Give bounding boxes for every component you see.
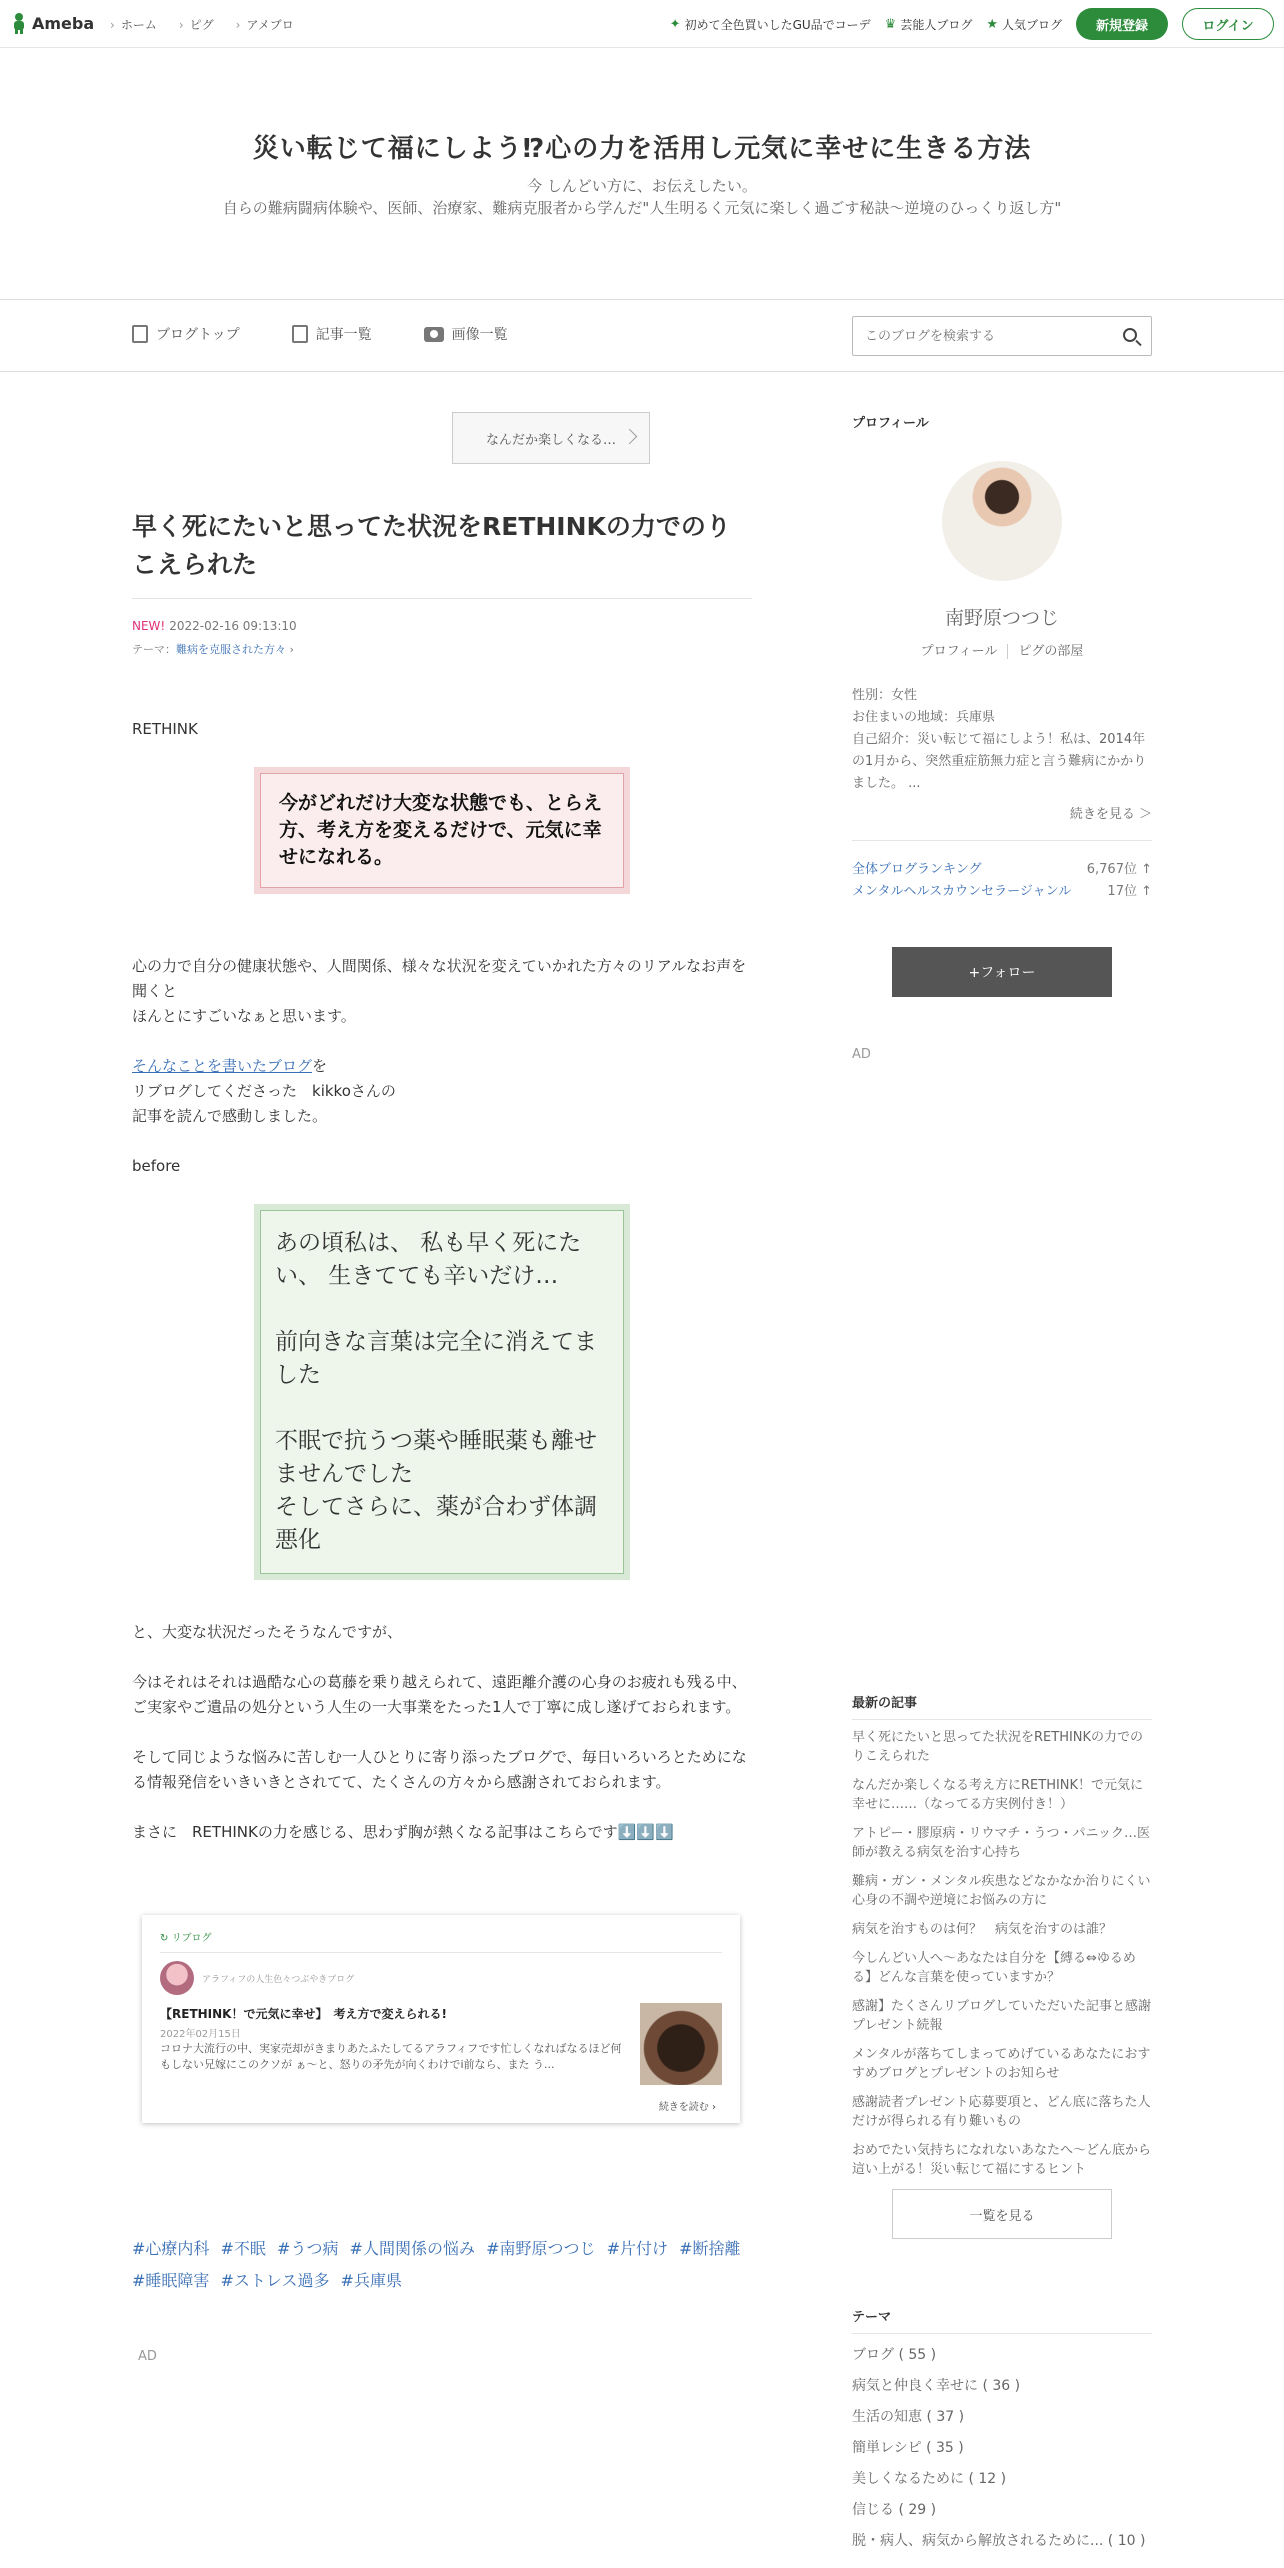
signup-button[interactable]: 新規登録 bbox=[1076, 8, 1168, 40]
reblog-blog-name: アラフィフの人生色々つぶやきブログ bbox=[202, 1974, 355, 1985]
profile-heading: プロフィール bbox=[852, 416, 929, 431]
header-link-gu-label: 初めて全色買いしたGU品でコーデ bbox=[684, 17, 871, 32]
recent-heading: 最新の記事 bbox=[852, 1692, 1152, 1720]
image-list-label: 画像一覧 bbox=[451, 327, 508, 343]
article-list-label: 記事一覧 bbox=[315, 327, 372, 343]
nav-ameblo[interactable]: › アメブロ bbox=[236, 16, 294, 33]
article-list-link[interactable] bbox=[292, 324, 372, 344]
login-button[interactable]: ログイン bbox=[1182, 8, 1274, 40]
rank-overall-value: 6,767位 ↑ bbox=[1086, 862, 1152, 877]
reblog-header: ↻ リブログ bbox=[160, 1929, 722, 1953]
paragraph-2c: 記事を読んで感動しました。 bbox=[132, 1107, 328, 1125]
rank-row bbox=[852, 859, 1152, 881]
theme-item[interactable]: 病気と仲良く幸せに ( 36 ) bbox=[852, 2378, 1021, 2394]
paragraph-3: と、大変な状況だったそうなんですが、 bbox=[132, 1623, 403, 1641]
header-link-celebrity-label: 芸能人ブログ bbox=[900, 17, 973, 32]
header-link-gu[interactable] bbox=[670, 16, 871, 33]
highlight-box-green bbox=[254, 1204, 630, 1580]
blog-description-line2: 自らの難病闘病体験や、医師、治療家、難病克服者から学んだ"人生明るく元気に楽しく過ごす秘訣～逆境のひっくり返し方" bbox=[222, 199, 1062, 217]
hashtag[interactable]: #心療内科 bbox=[132, 2239, 210, 2258]
profile-location: お住まいの地域：兵庫県 bbox=[852, 710, 996, 725]
article-theme bbox=[132, 641, 752, 657]
profile-avatar[interactable] bbox=[942, 461, 1062, 581]
chevron-right-icon: › bbox=[289, 643, 294, 656]
recent-article-item[interactable]: 感謝読者プレゼント応募要項と、どん底に落ちた人だけが得られる有り難いもの bbox=[852, 2095, 1151, 2129]
nav-pigg[interactable]: › ピグ bbox=[179, 16, 214, 33]
theme-item[interactable]: 美しくなるために ( 12 ) bbox=[852, 2471, 1007, 2487]
theme-item[interactable]: 生活の知恵 ( 37 ) bbox=[852, 2409, 965, 2425]
profile-name[interactable]: 南野原つつじ bbox=[944, 607, 1059, 629]
pig-room-link[interactable]: ピグの部屋 bbox=[1007, 644, 1083, 659]
hashtag[interactable]: #南野原つつじ bbox=[486, 2239, 596, 2258]
article-date: 2022-02-16 09:13:10 bbox=[169, 619, 297, 633]
recent-article-item[interactable]: 今しんどい人へ～あなたは自分を【縛る⇔ゆるめる】どんな言葉を使っていますか？ bbox=[852, 1951, 1136, 1985]
reblog-avatar bbox=[160, 1961, 194, 1995]
profile-gender: 性別：女性 bbox=[852, 688, 918, 703]
hashtag[interactable]: #兵庫県 bbox=[340, 2271, 402, 2290]
image-list-link[interactable] bbox=[424, 324, 508, 344]
blog-search-input[interactable] bbox=[853, 317, 1103, 355]
paragraph-before: before bbox=[132, 1157, 181, 1175]
reblog-excerpt: コロナ大流行の中、実家売却がきまりあたふたしてるアラフィフです忙しくなればなるほど何もしない兄嫁にこのクソが ぁ〜と、怒りの矛先が向くわけでi前なら、また う... bbox=[160, 2042, 622, 2071]
reblog-label: リブログ bbox=[171, 1933, 212, 1944]
hashtag[interactable]: #断捨離 bbox=[679, 2239, 741, 2258]
ameba-logo[interactable] bbox=[10, 12, 94, 34]
reblog-read-more[interactable]: 続きを読む › bbox=[658, 2102, 716, 2113]
theme-prefix: テーマ： bbox=[132, 643, 176, 656]
article-body bbox=[132, 717, 752, 1845]
paragraph-6: まさに RETHINKの力を感じる、思わず胸が熱くなる記事はこちらです⬇️⬇️⬇️ bbox=[132, 1823, 674, 1841]
profile-link[interactable]: プロフィール bbox=[920, 644, 998, 659]
new-badge: NEW! bbox=[132, 619, 166, 633]
profile-intro: 自己紹介：災い転じて福にしよう！私は、2014年の1月から、突然重症筋無力症と言う難病にかかりました。 ... bbox=[852, 732, 1147, 791]
article-column bbox=[132, 412, 752, 2364]
theme-item[interactable]: 脱・病人、病気から解放されるために... ( 10 ) bbox=[852, 2533, 1146, 2549]
recent-article-item[interactable]: 早く死にたいと思ってた状況をRETHINKの力でのりこえられた bbox=[852, 1730, 1144, 1764]
quote-line-2: 前向きな言葉は完全に消えてました bbox=[275, 1329, 597, 1388]
next-article-button[interactable]: なんだか楽しくなる… bbox=[452, 412, 650, 464]
hashtag[interactable]: #人間関係の悩み bbox=[349, 2239, 475, 2258]
paragraph-1 bbox=[132, 954, 752, 1029]
highlight-box-pink-text: 今がどれだけ大変な状態でも、とらえ方、考え方を変えるだけで、元気に幸せになれる。 bbox=[260, 773, 624, 888]
theme-item[interactable]: 信じる ( 29 ) bbox=[852, 2502, 937, 2518]
ranking bbox=[852, 859, 1152, 903]
blog-nav bbox=[0, 300, 1284, 372]
paragraph-1b: ほんとにすごいなぁと思います。 bbox=[132, 1007, 356, 1025]
hashtag[interactable]: #片付け bbox=[606, 2239, 668, 2258]
header-link-popular[interactable] bbox=[986, 16, 1062, 33]
recent-articles bbox=[852, 1692, 1152, 2239]
crown-icon: ♛ bbox=[884, 16, 897, 32]
rank-genre-link[interactable]: メンタルヘルスカウンセラージャンル bbox=[852, 884, 1072, 899]
highlight-box-green-content bbox=[260, 1210, 624, 1574]
search-icon[interactable] bbox=[1123, 328, 1137, 342]
hashtag[interactable]: #うつ病 bbox=[277, 2239, 339, 2258]
blog-title[interactable]: 災い転じて福にしよう⁉心の力を活用し元気に幸せに生きる方法 bbox=[252, 134, 1032, 164]
paragraph-5: そして同じような悩みに苦しむ一人ひとりに寄り添ったブログで、毎日いろいろとためになる情報発信をいきいきとされてて、たくさんの方々から感謝されておられます。 bbox=[132, 1748, 747, 1791]
paragraph-2 bbox=[132, 1054, 752, 1129]
rank-overall-link[interactable]: 全体ブログランキング bbox=[852, 862, 982, 877]
recent-article-item[interactable]: メンタルが落ちてしまってめげているあなたにおすすめブログとプレゼントのお知らせ bbox=[852, 2047, 1151, 2081]
theme-list bbox=[852, 2306, 1152, 2557]
reblog-thumbnail bbox=[640, 2003, 722, 2085]
theme-item[interactable]: 簡単レシピ ( 35 ) bbox=[852, 2440, 964, 2456]
blog-search bbox=[852, 316, 1152, 356]
view-all-button[interactable]: 一覧を見る bbox=[892, 2189, 1112, 2239]
profile-links bbox=[852, 640, 1152, 659]
blog-header bbox=[0, 48, 1284, 300]
paragraph-2-after-link: を bbox=[312, 1057, 328, 1075]
theme-link[interactable]: 難病を克服された方々 bbox=[176, 643, 286, 656]
article-title[interactable]: 早く死にたいと思ってた状況をRETHINKの力でのりこえられた bbox=[132, 508, 752, 599]
sparkle-icon: ✦ bbox=[669, 16, 681, 32]
highlight-box-pink bbox=[254, 767, 630, 894]
hashtag[interactable]: #不眠 bbox=[220, 2239, 266, 2258]
blog-top-link[interactable] bbox=[132, 324, 240, 344]
logo-text: Ameba bbox=[32, 13, 95, 33]
rank-genre-value: 17位 ↑ bbox=[1107, 884, 1152, 899]
reblog-card[interactable] bbox=[142, 1915, 740, 2123]
theme-item[interactable]: ブログ ( 55 ) bbox=[852, 2347, 937, 2363]
blog-description-line1: 今 しんどい方に、お伝えしたい。 bbox=[527, 177, 757, 195]
camera-icon bbox=[424, 327, 444, 342]
reblog-date: 2022年02月15日 bbox=[160, 2029, 241, 2040]
paragraph-2b: リブログしてくださった kikkoさんの bbox=[132, 1082, 396, 1100]
recent-article-item[interactable]: 感謝】たくさんリブログしていただいた記事と感謝プレゼント続報 bbox=[852, 1999, 1152, 2033]
reblog-title[interactable]: 【RETHINK！で元気に幸せ】 考え方で変えられる! bbox=[160, 2007, 447, 2021]
global-header bbox=[0, 0, 1284, 48]
nav-home[interactable]: › ホーム bbox=[110, 16, 157, 33]
ad-label: AD bbox=[138, 2349, 157, 2364]
recent-article-item[interactable]: おめでたい気持ちになれないあなたへ～どん底から這い上がる！災い転じて福にするヒント bbox=[852, 2143, 1152, 2177]
follow-button[interactable]: +フォロー bbox=[892, 947, 1112, 997]
hashtag[interactable]: #睡眠障害 bbox=[132, 2271, 210, 2290]
themes-heading: テーマ bbox=[852, 2306, 1152, 2334]
hashtag[interactable]: #ストレス過多 bbox=[220, 2271, 330, 2290]
paragraph-rethink: RETHINK bbox=[132, 720, 198, 738]
paragraph-1a: 心の力で自分の健康状態や、人間関係、様々な状況を変えていかれた方々のリアルなお声を聞くと bbox=[132, 957, 747, 1000]
blog-top-label: ブログトップ bbox=[156, 327, 240, 343]
ameba-mark-icon bbox=[10, 12, 28, 34]
quote-line-4: そしてさらに、薬が合わず体調悪化 bbox=[275, 1494, 597, 1553]
reblog-read-more-label: 続きを読む bbox=[658, 2102, 709, 2113]
document-icon bbox=[132, 325, 148, 343]
star-icon: ★ bbox=[986, 16, 998, 32]
hashtag-list bbox=[132, 2233, 752, 2297]
recent-article-item[interactable]: 病気を治すものは何？ 病気を治すのは誰？ bbox=[852, 1922, 1113, 1937]
profile-more-link[interactable]: 続きを見る ＞ bbox=[852, 803, 1152, 841]
global-header-right bbox=[670, 8, 1274, 40]
quote-line-1: あの頃私は、 私も早く死にたい、 生きてても辛いだけ… bbox=[275, 1230, 582, 1289]
recent-article-item[interactable]: アトピー・膠原病・リウマチ・うつ・パニック…医師が教える病気を治す心持ち bbox=[852, 1826, 1150, 1860]
recent-article-item[interactable]: なんだか楽しくなる考え方にRETHINK！で元気に幸せに……（なってる方実例付き！） bbox=[852, 1778, 1144, 1812]
sidebar-ad-label: AD bbox=[852, 1047, 871, 1062]
profile-info bbox=[852, 685, 1152, 795]
header-link-popular-label: 人気ブログ bbox=[1001, 17, 1062, 32]
paragraph-4: 今はそれはそれは過酷な心の葛藤を乗り越えられて、遠距離介護の心身のお疲れも残る中、ご実家やご遺品の処分という人生の一大事業をたった1人で丁寧に成し遂げておられます。 bbox=[132, 1673, 747, 1716]
recent-article-item[interactable]: 難病・ガン・メンタル疾患などなかなか治りにくい心身の不調や逆境にお悩みの方に bbox=[852, 1874, 1151, 1908]
reblog-blog bbox=[160, 1961, 722, 1995]
blog-link[interactable]: そんなことを書いたブログ bbox=[132, 1057, 313, 1075]
pages-icon bbox=[292, 325, 308, 343]
rank-row bbox=[852, 881, 1152, 903]
global-nav bbox=[110, 16, 294, 33]
header-link-celebrity[interactable] bbox=[885, 16, 973, 33]
blog-description bbox=[0, 175, 1284, 219]
article-meta bbox=[132, 619, 752, 633]
sidebar bbox=[852, 412, 1152, 2549]
quote-line-3: 不眠で抗うつ薬や睡眠薬も離せませんでした bbox=[275, 1428, 597, 1487]
